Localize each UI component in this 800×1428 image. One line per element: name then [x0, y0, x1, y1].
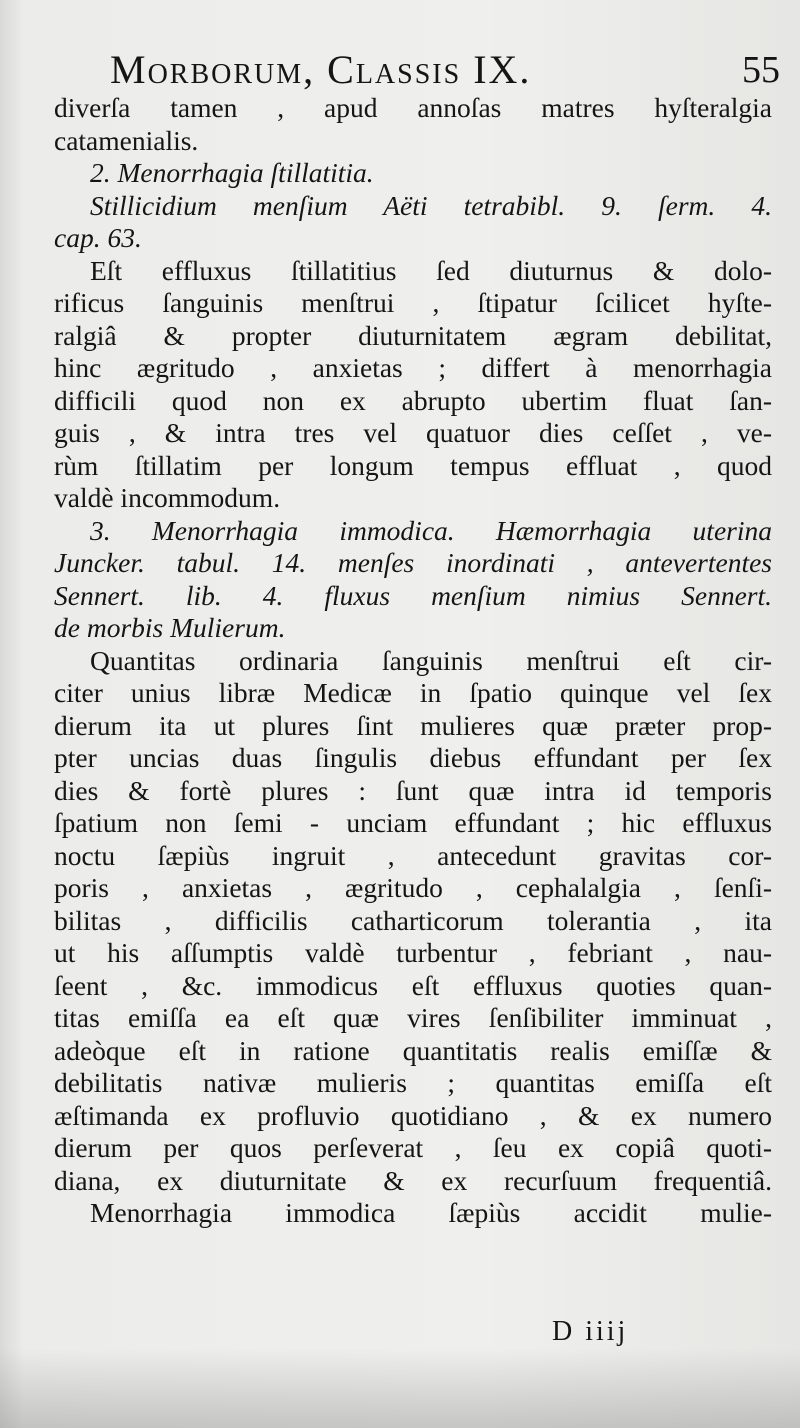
- text-line: Eſt effluxus ſtillatitius ſed diuturnus & dolo-: [90, 254, 772, 286]
- text-line: hinc ægritudo , anxietas ; differt à menorrhagia: [54, 352, 772, 383]
- text-line: poris , anxietas , ægritudo , cephalalgia , ſenſi-: [54, 872, 772, 903]
- text-line: adeòque eſt in ratione quantitatis realis emiſſæ &: [54, 1034, 772, 1066]
- text-line: diverſa tamen , apud annoſas matres hyſteralgia: [54, 92, 772, 123]
- text-line: rificus ſanguinis menſtrui , ſtipatur ſcilicet hyſte-: [54, 287, 772, 318]
- text-line: difficili quod non ex abrupto ubertim fluat ſan-: [54, 384, 772, 416]
- page-number: 55: [742, 49, 780, 91]
- section-heading: 2. Menorrhagia ſtillatitia.: [90, 157, 374, 188]
- text-line: ſpatium non ſemi - unciam effundant ; hic effluxus: [54, 807, 772, 838]
- body-text: [54, 92, 772, 1230]
- text-line: Quantitas ordinaria ſanguinis menſtrui eſt cir-: [90, 644, 772, 676]
- text-line: ut his aſſumptis valdè turbentur , febriant , nau-: [54, 937, 772, 968]
- text-line: debilitatis nativæ mulieris ; quantitas emiſſa eſt: [54, 1067, 772, 1098]
- running-head: [110, 46, 780, 94]
- text-line: dierum ita ut plures ſint mulieres quæ præter prop-: [54, 709, 772, 741]
- running-title: Morborum, Classis IX.: [110, 47, 532, 92]
- citation-line: Stillicidium menſium Aëti tetrabibl. 9. ſerm. 4.: [90, 189, 772, 221]
- text-line: æſtimanda ex profluvio quotidiano , & ex numero: [54, 1099, 772, 1131]
- text-line: guis , & intra tres vel quatuor dies ceſſet , ve-: [54, 417, 772, 448]
- text-line: dierum per quos perſeverat , ſeu ex copiâ quoti-: [54, 1132, 772, 1163]
- page-edge-shadow: [0, 1348, 800, 1428]
- text-line: citer unius libræ Medicæ in ſpatio quinque vel ſex: [54, 677, 772, 708]
- citation-line: Juncker. tabul. 14. menſes inordinati , antevertentes: [54, 547, 772, 578]
- citation-line: Sennert. lib. 4. fluxus menſium nimius Sennert.: [54, 579, 772, 611]
- section-heading: 3. Menorrhagia immodica. Hæmorrhagia uterina: [90, 514, 772, 546]
- text-line: catamenialis.: [54, 124, 199, 156]
- signature-mark: D iiij: [552, 1316, 629, 1347]
- text-line: dies & fortè plures : ſunt quæ intra id temporis: [54, 774, 772, 806]
- citation-line: cap. 63.: [54, 222, 142, 253]
- text-line: bilitas , difficilis catharticorum tolerantia , ita: [54, 904, 772, 936]
- text-line: ralgiâ & propter diuturnitatem ægram debilitat,: [54, 319, 772, 351]
- text-line: rùm ſtillatim per longum tempus effluat , quod: [54, 449, 772, 481]
- text-line: noctu ſæpiùs ingruit , antecedunt gravitas cor-: [54, 839, 772, 871]
- text-line: ſeent , &c. immodicus eſt effluxus quoties quan-: [54, 969, 772, 1001]
- text-line: diana, ex diuturnitate & ex recurſuum frequentiâ.: [54, 1164, 772, 1196]
- citation-line: de morbis Mulierum.: [54, 612, 286, 643]
- text-line: titas emiſſa ea eſt quæ vires ſenſibiliter imminuat ,: [54, 1002, 772, 1033]
- text-line: pter uncias duas ſingulis diebus effundant per ſex: [54, 742, 772, 773]
- text-line: Menorrhagia immodica ſæpiùs accidit mulie-: [90, 1197, 772, 1228]
- text-line: valdè incommodum.: [54, 482, 281, 513]
